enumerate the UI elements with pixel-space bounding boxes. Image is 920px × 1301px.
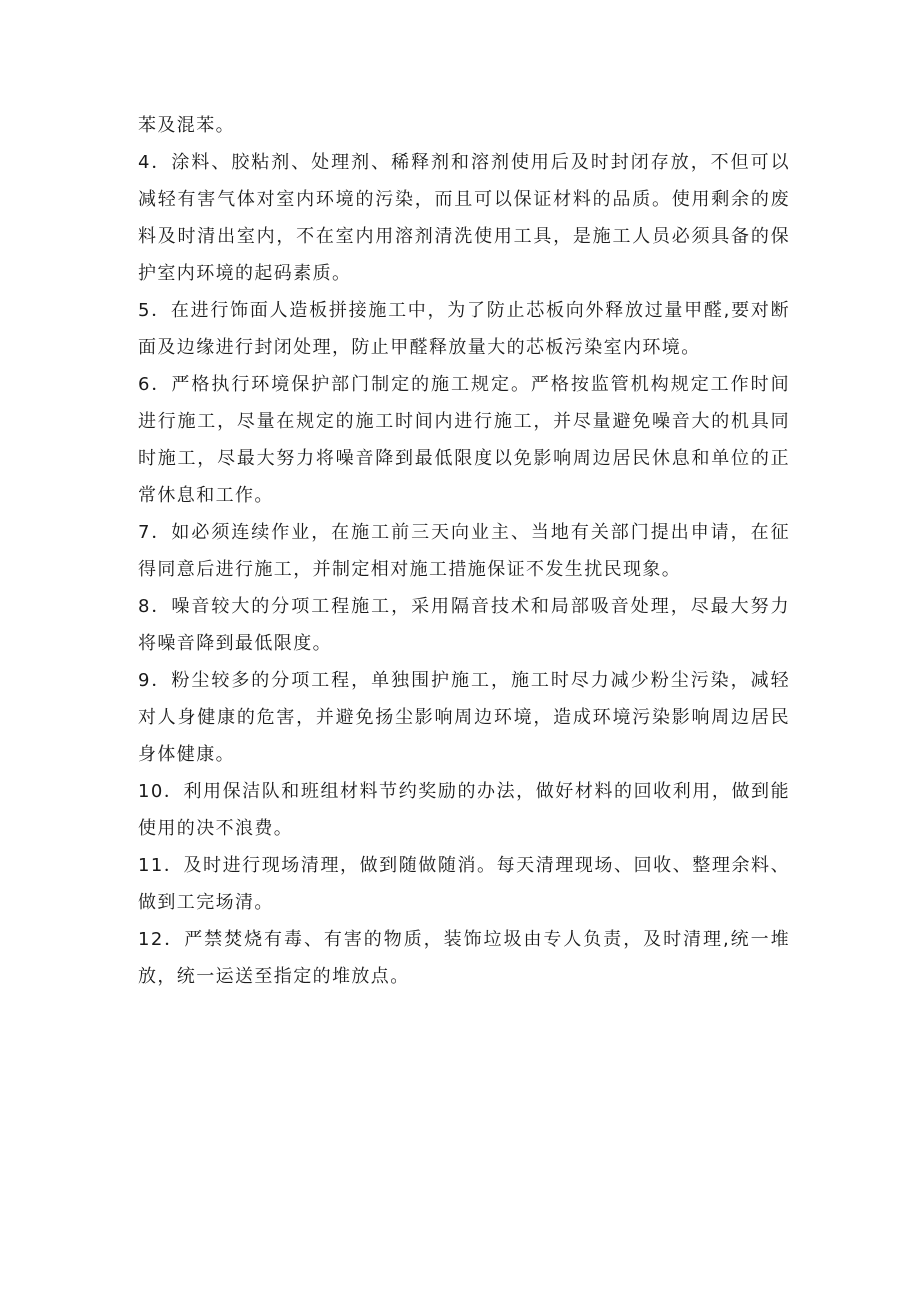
paragraph-item-5: 5．在进行饰面人造板拼接施工中，为了防止芯板向外释放过量甲醛,要对断面及边缘进行封闭处理，防止甲醛释放量大的芯板污染室内环境。 bbox=[138, 300, 790, 358]
paragraph-item-4: 4．涂料、胶粘剂、处理剂、稀释剂和溶剂使用后及时封闭存放，不但可以减轻有害气体对室内环境的污染，而且可以保证材料的品质。使用剩余的废料及时清出室内，不在室内用溶剂清洗使用工具，是施工人员必须具备的保护室内环境的起码素质。 bbox=[138, 152, 790, 284]
paragraph-item-10: 10．利用保洁队和班组材料节约奖励的办法，做好材料的回收利用，做到能使用的决不浪费。 bbox=[138, 781, 790, 839]
paragraph-item-7: 7．如必须连续作业，在施工前三天向业主、当地有关部门提出申请，在征得同意后进行施工，并制定相对施工措施保证不发生扰民现象。 bbox=[138, 522, 790, 580]
paragraph-item-12: 12．严禁焚烧有毒、有害的物质，装饰垃圾由专人负责，及时清理,统一堆放，统一运送至指定的堆放点。 bbox=[138, 929, 790, 987]
paragraph-item-11: 11．及时进行现场清理，做到随做随消。每天清理现场、回收、整理余料、做到工完场清。 bbox=[138, 855, 790, 913]
paragraph-continuation: 苯及混苯。 bbox=[138, 115, 235, 136]
paragraph-item-6: 6．严格执行环境保护部门制定的施工规定。严格按监管机构规定工作时间进行施工，尽量在规定的施工时间内进行施工，并尽量避免噪音大的机具同时施工，尽最大努力将噪音降到最低限度以免影响周边居民休息和单位的正常休息和工作。 bbox=[138, 374, 790, 506]
paragraph-item-8: 8．噪音较大的分项工程施工，采用隔音技术和局部吸音处理，尽最大努力将噪音降到最低限度。 bbox=[138, 596, 790, 654]
document-body bbox=[138, 107, 790, 995]
paragraph-item-9: 9．粉尘较多的分项工程，单独围护施工，施工时尽力减少粉尘污染，减轻对人身健康的危害，并避免扬尘影响周边环境，造成环境污染影响周边居民身体健康。 bbox=[138, 670, 790, 765]
